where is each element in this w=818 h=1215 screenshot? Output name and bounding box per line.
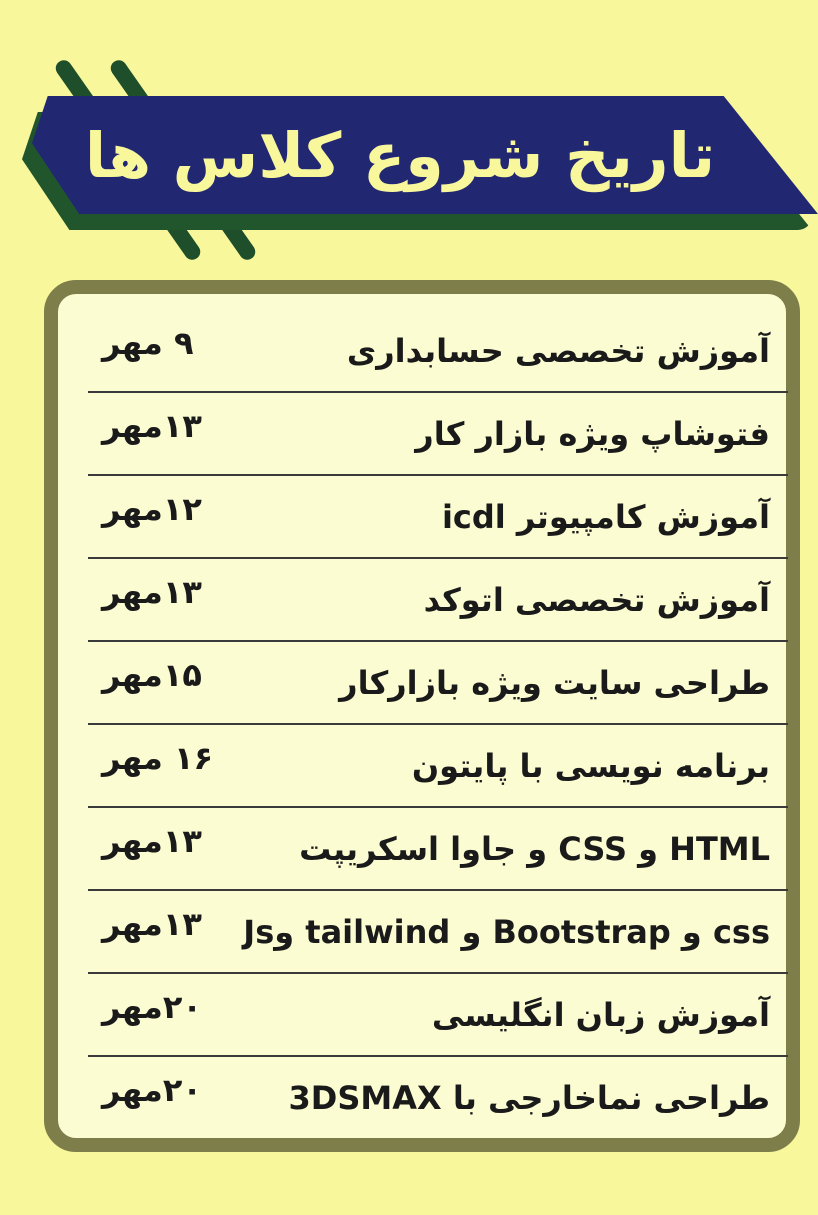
list-item — [88, 476, 788, 559]
start-date: ۹ مهر — [102, 324, 194, 362]
start-date: ۱۶ مهر — [102, 739, 214, 777]
schedule-card — [44, 280, 800, 1152]
course-name: HTML و CSS و جاوا اسکریپت — [299, 830, 770, 868]
list-item — [88, 310, 788, 393]
list-item — [88, 1057, 788, 1138]
course-name: طراحی نماخارجی با 3DSMAX — [288, 1079, 770, 1117]
list-item — [88, 642, 788, 725]
list-item — [88, 891, 788, 974]
course-name: آموزش تخصصی اتوکد — [423, 581, 770, 619]
start-date: ۱۲مهر — [102, 490, 202, 528]
list-item — [88, 559, 788, 642]
start-date: ۱۵مهر — [102, 656, 202, 694]
start-date: ۱۳مهر — [102, 822, 202, 860]
list-item — [88, 808, 788, 891]
course-name: برنامه نویسی با پایتون — [411, 747, 770, 785]
start-date: ۱۳مهر — [102, 573, 202, 611]
course-name: فتوشاپ ویژه بازار کار — [415, 415, 770, 453]
list-item — [88, 974, 788, 1057]
course-name: آموزش کامپیوتر icdl — [441, 498, 770, 536]
start-date: ۱۳مهر — [102, 905, 202, 943]
start-date: ۲۰مهر — [102, 1071, 202, 1109]
start-date: ۱۳مهر — [102, 407, 202, 445]
course-name: آموزش تخصصی حسابداری — [346, 332, 770, 370]
schedule-list — [58, 310, 786, 1138]
course-name: css و Bootstrap و tailwind وJs — [243, 913, 770, 951]
course-name: طراحی سایت ویژه بازارکار — [339, 664, 770, 702]
list-item — [88, 393, 788, 476]
course-name: آموزش زبان انگلیسی — [431, 996, 770, 1034]
list-item — [88, 725, 788, 808]
start-date: ۲۰مهر — [102, 988, 202, 1026]
page-title: تاریخ شروع کلاس ها — [84, 118, 716, 192]
